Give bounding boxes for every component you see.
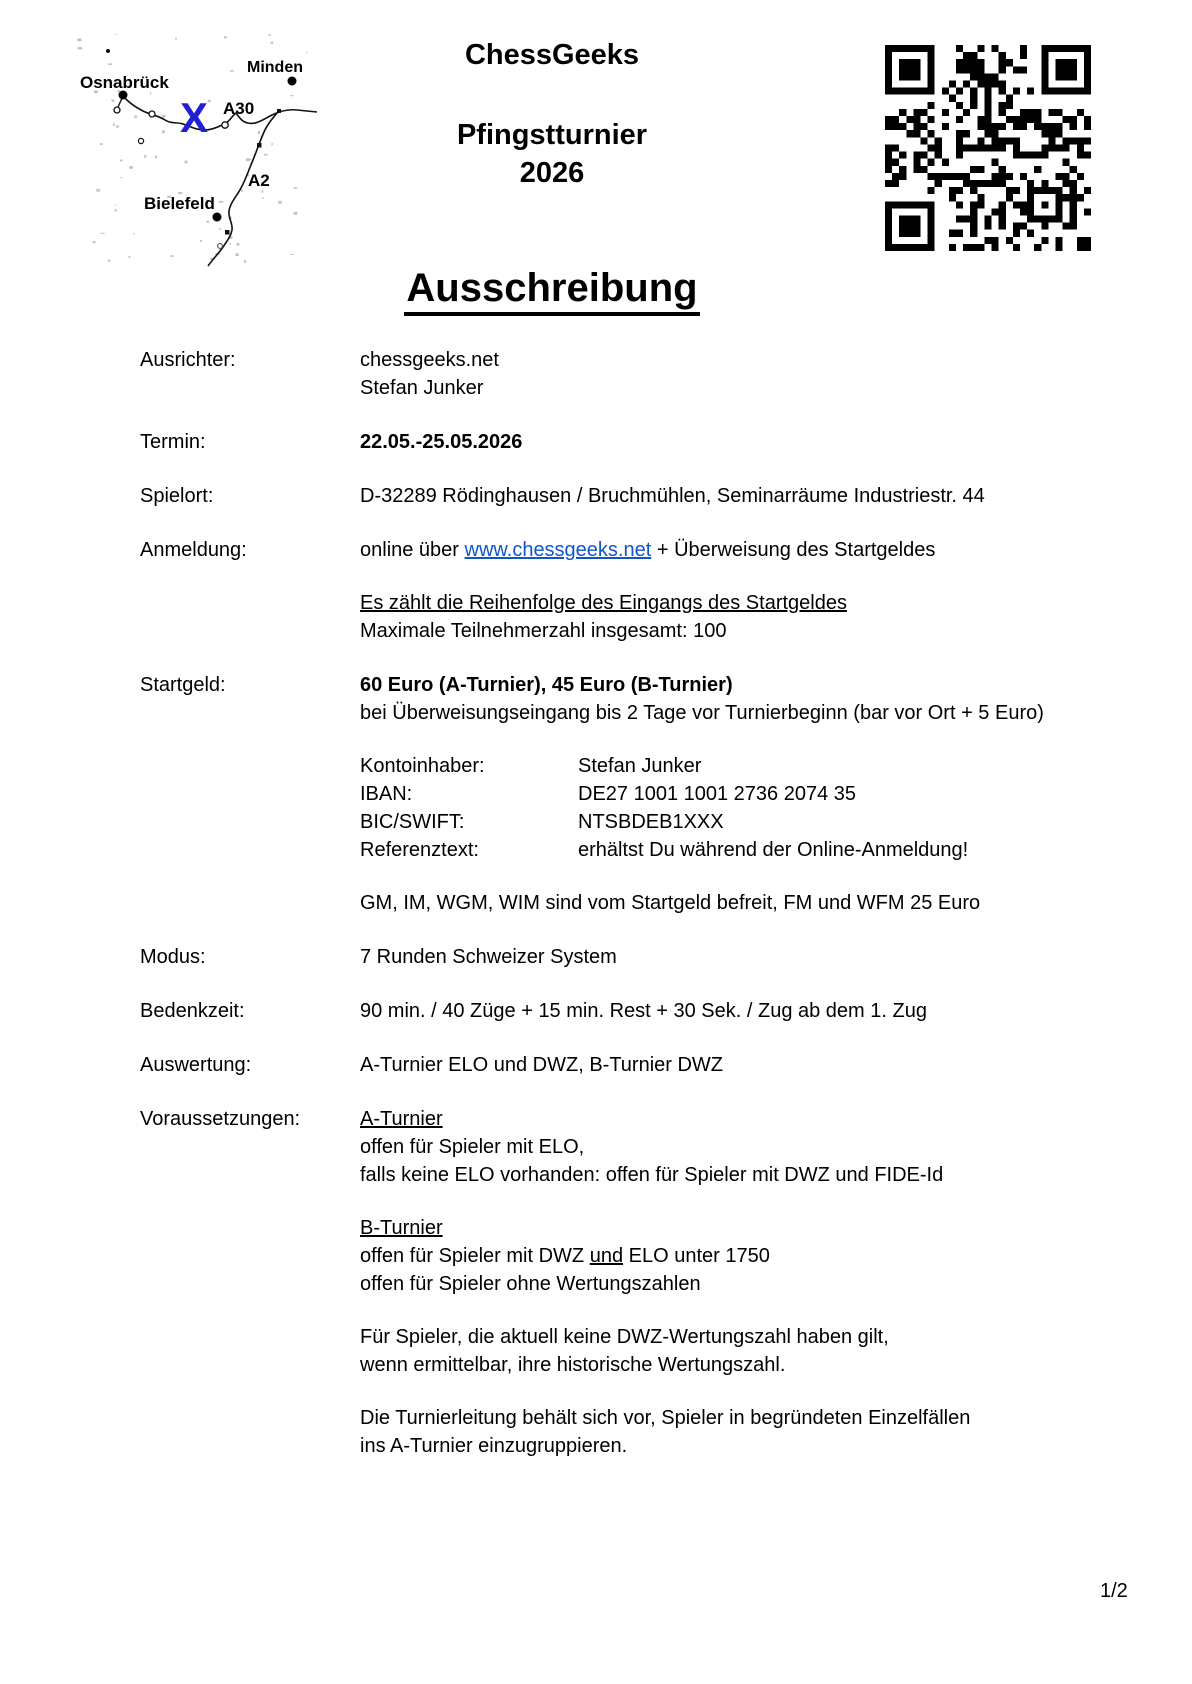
dwz-note-line2: wenn ermittelbar, ihre historische Wertungszahl. <box>360 1354 786 1376</box>
website-link[interactable]: www.chessgeeks.net <box>464 539 652 561</box>
referenztext-value: erhältst Du während der Online-Anmeldung! <box>578 839 969 861</box>
event-year: 2026 <box>519 157 585 189</box>
club-name: ChessGeeks <box>464 39 640 71</box>
document-body <box>140 346 1160 1460</box>
anmeldung-order-note: Es zählt die Reihenfolge des Eingangs des Startgeldes <box>360 592 847 614</box>
referenztext-label: Referenztext: <box>360 839 479 861</box>
map-city-dot-bielefeld <box>213 213 222 222</box>
bank-row-bic <box>360 808 1160 836</box>
modus-value: 7 Runden Schweizer System <box>360 946 617 968</box>
row-anmeldung <box>140 536 1160 645</box>
auswertung-label: Auswertung: <box>140 1054 252 1076</box>
kontoinhaber-label: Kontoinhaber: <box>360 755 485 777</box>
bank-row-kontoinhaber <box>360 752 1160 780</box>
startgeld-label: Startgeld: <box>140 674 226 696</box>
b-turnier-line2: offen für Spieler ohne Wertungszahlen <box>360 1273 701 1295</box>
iban-value: DE27 1001 1001 2736 2074 35 <box>578 783 857 805</box>
b-line1-pre: offen für Spieler mit DWZ <box>360 1245 590 1267</box>
bank-row-iban <box>360 780 1160 808</box>
voraussetzungen-label: Voraussetzungen: <box>140 1108 301 1130</box>
termin-value: 22.05.-25.05.2026 <box>360 431 523 453</box>
b-line1-und: und <box>589 1245 624 1267</box>
map-marker-x: X <box>180 94 209 141</box>
startgeld-fee: 60 Euro (A-Turnier), 45 Euro (B-Turnier) <box>360 674 733 696</box>
map-label-bielefeld: Bielefeld <box>144 194 215 213</box>
bedenkzeit-label: Bedenkzeit: <box>140 1000 245 1022</box>
ausrichter-person: Stefan Junker <box>360 377 484 399</box>
map-label-osnabrueck: Osnabrück <box>80 73 169 92</box>
spielort-value: D-32289 Rödinghausen / Bruchmühlen, Seminarräume Industriestr. 44 <box>360 485 985 507</box>
iban-label: IBAN: <box>360 783 413 805</box>
bedenkzeit-value: 90 min. / 40 Züge + 15 min. Rest + 30 Sek. / Zug ab dem 1. Zug <box>360 1000 927 1022</box>
kontoinhaber-value: Stefan Junker <box>578 755 702 777</box>
a-turnier-heading: A-Turnier <box>360 1108 443 1130</box>
map-label-minden: Minden <box>247 59 303 76</box>
page-number: 1/2 <box>1100 1580 1128 1602</box>
page-title: Ausschreibung <box>0 266 1104 316</box>
a-turnier-line1: offen für Spieler mit ELO, <box>360 1136 585 1158</box>
bic-label: BIC/SWIFT: <box>360 811 465 833</box>
b-line1-post: ELO unter 1750 <box>623 1245 770 1267</box>
event-name: Pfingstturnier <box>456 119 648 151</box>
anmeldung-pre: online über <box>360 539 465 561</box>
row-auswertung <box>140 1051 1160 1079</box>
row-ausrichter <box>140 346 1160 402</box>
ausrichter-website: chessgeeks.net <box>360 349 499 371</box>
row-bedenkzeit <box>140 997 1160 1025</box>
termin-label: Termin: <box>140 431 206 453</box>
map-label-a30: A30 <box>223 99 255 118</box>
qr-code-icon <box>885 45 1091 251</box>
bank-row-referenztext <box>360 836 1160 864</box>
turnierleitung-note-line1: Die Turnierleitung behält sich vor, Spieler in begründeten Einzelfällen <box>360 1407 971 1429</box>
dwz-note-line1: Für Spieler, die aktuell keine DWZ-Wertungszahl haben gilt, <box>360 1326 889 1348</box>
row-startgeld <box>140 671 1160 917</box>
b-turnier-line1 <box>360 1242 1160 1270</box>
map-junction-square <box>225 230 230 235</box>
bic-value: NTSBDEB1XXX <box>578 811 724 833</box>
anmeldung-label: Anmeldung: <box>140 539 247 561</box>
ausrichter-label: Ausrichter: <box>140 349 236 371</box>
auswertung-value: A-Turnier ELO und DWZ, B-Turnier DWZ <box>360 1054 724 1076</box>
modus-label: Modus: <box>140 946 206 968</box>
turnierleitung-note-line2: ins A-Turnier einzugruppieren. <box>360 1435 628 1457</box>
map-junction-ring <box>218 244 223 249</box>
b-turnier-heading: B-Turnier <box>360 1217 443 1239</box>
spielort-label: Spielort: <box>140 485 214 507</box>
row-modus <box>140 943 1160 971</box>
row-spielort <box>140 482 1160 510</box>
anmeldung-max-participants: Maximale Teilnehmerzahl insgesamt: 100 <box>360 620 727 642</box>
row-termin <box>140 428 1160 456</box>
startgeld-fee-note: bei Überweisungseingang bis 2 Tage vor Turnierbeginn (bar vor Ort + 5 Euro) <box>360 702 1044 724</box>
map-label-a2: A2 <box>248 171 270 190</box>
anmeldung-line <box>360 536 1160 564</box>
startgeld-exemption: GM, IM, WGM, WIM sind vom Startgeld befreit, FM und WFM 25 Euro <box>360 892 981 914</box>
row-voraussetzungen <box>140 1105 1160 1460</box>
a-turnier-line2: falls keine ELO vorhanden: offen für Spieler mit DWZ und FIDE-Id <box>360 1164 944 1186</box>
anmeldung-post: + Überweisung des Startgeldes <box>651 539 936 561</box>
